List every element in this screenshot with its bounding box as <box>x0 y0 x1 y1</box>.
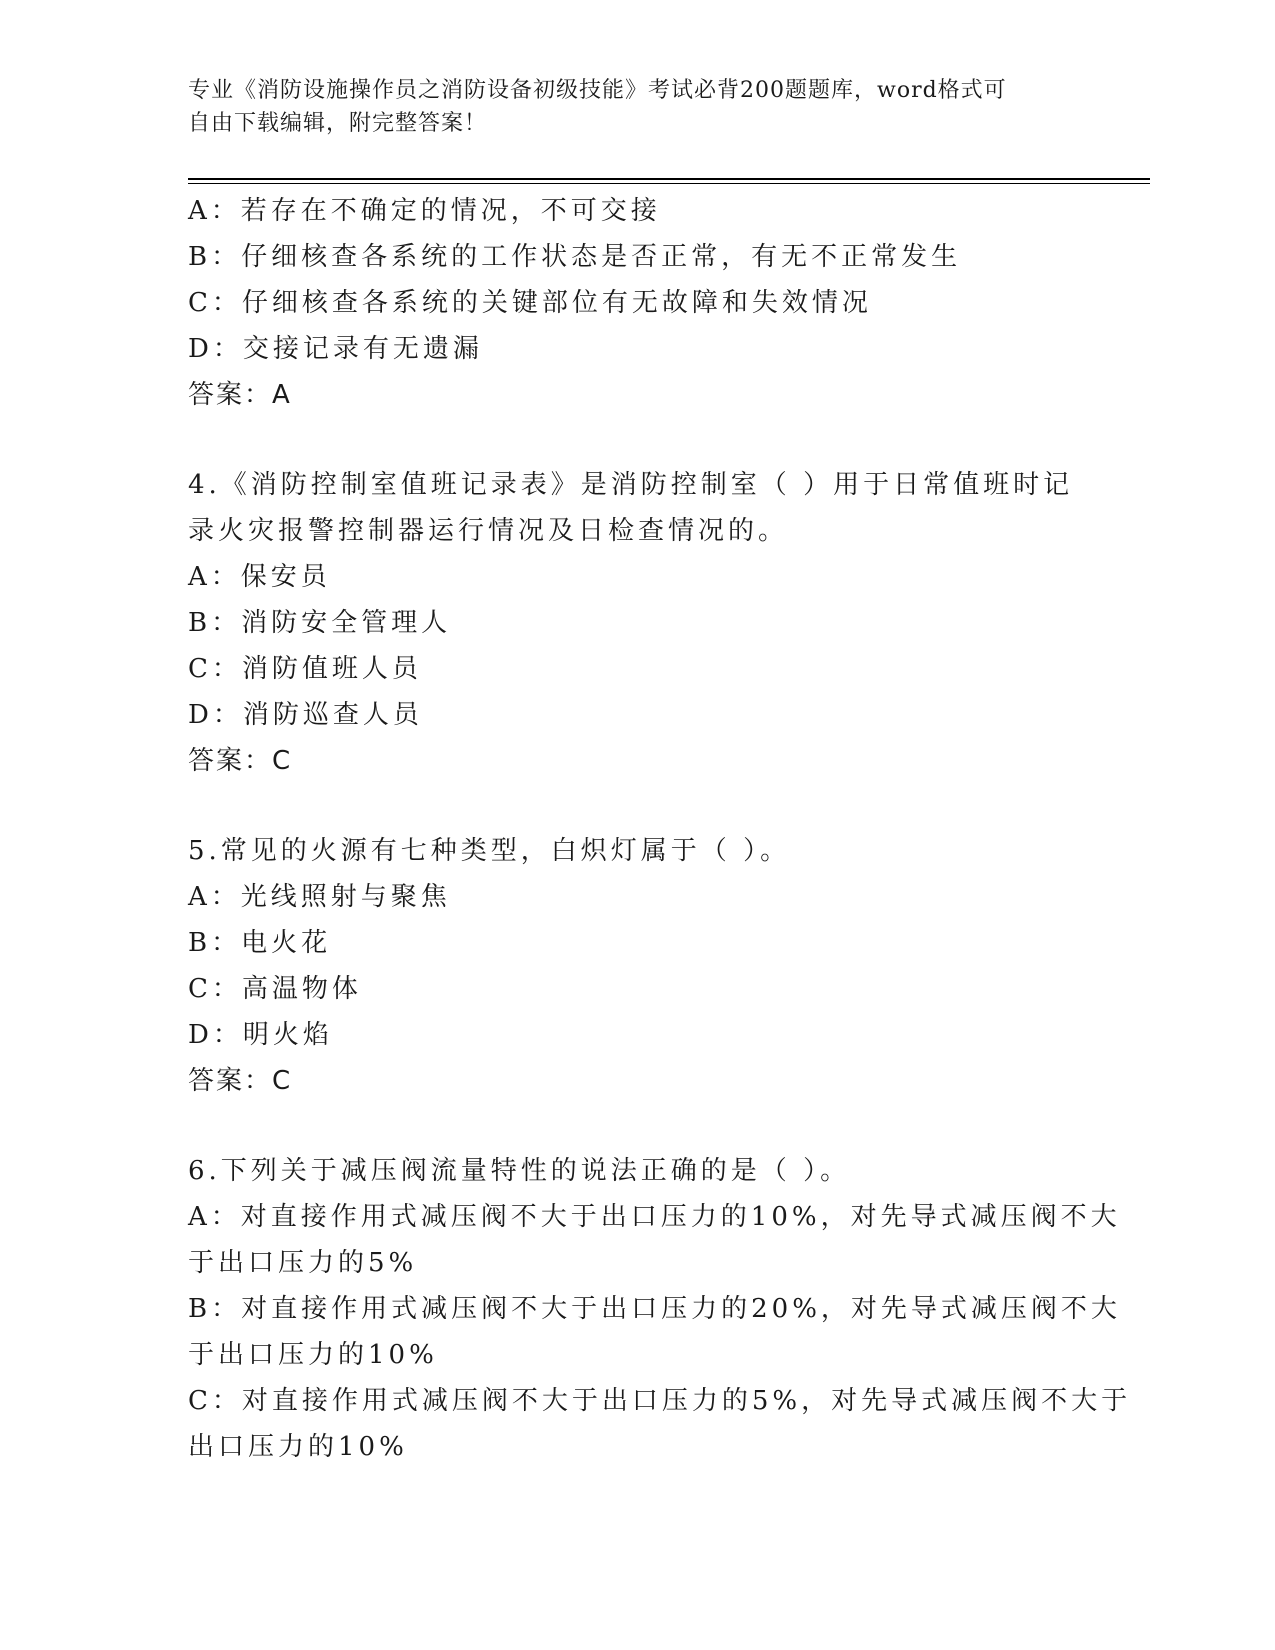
spacer <box>188 1104 1088 1148</box>
option-c: C：仔细核查各系统的关键部位有无故障和失效情况 <box>188 288 872 318</box>
header-rule-thick <box>188 178 1150 180</box>
option-c: C：消防值班人员 <box>188 654 422 684</box>
header-line-1: 专业《消防设施操作员之消防设备初级技能》考试必背200题题库，word格式可 <box>188 78 1007 103</box>
spacer <box>188 418 1088 462</box>
option-a: A：若存在不确定的情况，不可交接 <box>188 196 661 226</box>
option-b: B：电火花 <box>188 928 332 958</box>
option-c: C：高温物体 <box>188 974 362 1004</box>
question-title-line-2: 录火灾报警控制器运行情况及日检查情况的。 <box>188 516 789 546</box>
option-d: D：交接记录有无遗漏 <box>188 334 483 364</box>
option-d: D：明火焰 <box>188 1020 333 1050</box>
option-b: B：仔细核查各系统的工作状态是否正常，有无不正常发生 <box>188 242 962 272</box>
header-line-2: 自由下载编辑，附完整答案！ <box>188 111 488 136</box>
question-5 <box>188 828 1088 1104</box>
header-rule-thin <box>188 183 1150 184</box>
question-6 <box>188 1148 1132 1470</box>
option-b-line-1: B：对直接作用式减压阀不大于出口压力的20%，对先导式减压阀不大 <box>188 1294 1121 1324</box>
option-a-line-1: A：对直接作用式减压阀不大于出口压力的10%，对先导式减压阀不大 <box>188 1202 1121 1232</box>
option-b: B：消防安全管理人 <box>188 608 452 638</box>
question-title-line-1: 4.《消防控制室值班记录表》是消防控制室（ ）用于日常值班时记 <box>188 470 1074 500</box>
question-title: 5.常见的火源有七种类型，白炽灯属于（ ）。 <box>188 836 791 866</box>
question-3 <box>188 188 1088 418</box>
question-4 <box>188 462 1088 784</box>
option-c-line-2: 出口压力的10% <box>188 1432 408 1462</box>
option-b-line-2: 于出口压力的10% <box>188 1340 438 1370</box>
option-a: A：保安员 <box>188 562 331 592</box>
option-a: A：光线照射与聚焦 <box>188 882 451 912</box>
question-list <box>188 188 1132 1470</box>
option-c-line-1: C：对直接作用式减压阀不大于出口压力的5%，对先导式减压阀不大于 <box>188 1386 1132 1416</box>
option-a-line-2: 于出口压力的5% <box>188 1248 418 1278</box>
document-header <box>188 74 1088 140</box>
answer: 答案：C <box>188 1066 293 1096</box>
question-title: 6.下列关于减压阀流量特性的说法正确的是（ ）。 <box>188 1156 851 1186</box>
answer: 答案：C <box>188 746 293 776</box>
spacer <box>188 784 1088 828</box>
answer: 答案：A <box>188 380 292 410</box>
option-d: D：消防巡查人员 <box>188 700 423 730</box>
